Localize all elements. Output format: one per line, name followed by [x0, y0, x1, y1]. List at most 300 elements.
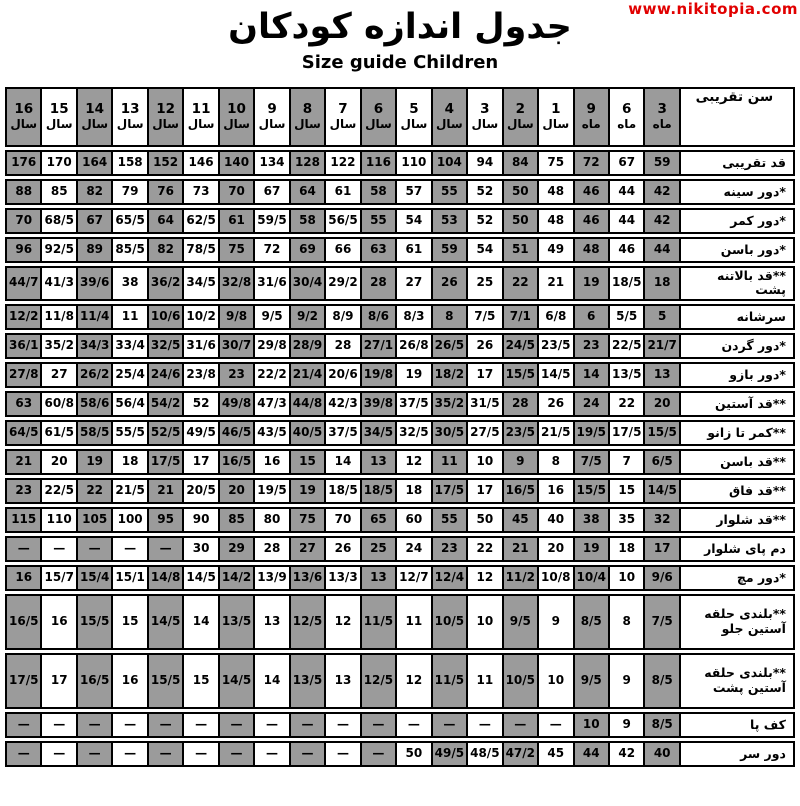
age-column-header [220, 87, 255, 147]
table-cell: 16/5 [78, 653, 113, 709]
table-cell: 26 [539, 391, 574, 417]
table-cell: 110 [397, 150, 432, 176]
age-unit: سال [116, 116, 144, 131]
age-column-header [433, 87, 468, 147]
table-cell: 9 [504, 449, 539, 475]
table-cell: 52 [184, 391, 219, 417]
table-cell: 78/5 [184, 237, 219, 263]
table-cell: — [362, 712, 397, 738]
table-cell: 14 [184, 594, 219, 650]
table-row [5, 362, 795, 388]
age-number: 4 [444, 101, 455, 118]
age-column-header [326, 87, 361, 147]
table-cell: 23/5 [504, 420, 539, 446]
table-cell: 25 [362, 536, 397, 562]
table-cell: 61/5 [42, 420, 77, 446]
table-cell: 14/5 [184, 565, 219, 591]
age-unit: سال [436, 116, 463, 131]
table-cell: 8/6 [362, 304, 397, 330]
table-cell: — [539, 712, 574, 738]
table-cell: 49 [539, 237, 574, 263]
table-cell: 115 [5, 507, 42, 533]
age-column-header [42, 87, 77, 147]
table-row [5, 741, 795, 767]
table-cell: 40 [539, 507, 574, 533]
table-row [5, 333, 795, 359]
table-cell: 24 [575, 391, 610, 417]
table-row [5, 179, 795, 205]
table-cell: 26 [433, 266, 468, 301]
table-cell: 16 [5, 565, 42, 591]
age-unit: سال [542, 116, 570, 131]
row-label: *دور سینه [681, 179, 795, 205]
age-number: 9 [586, 101, 596, 118]
table-cell: 54/2 [149, 391, 184, 417]
table-cell: 41/3 [42, 266, 77, 301]
table-cell: 38 [113, 266, 148, 301]
table-cell: 19 [575, 266, 610, 301]
age-column-header [113, 87, 148, 147]
table-cell: 90 [184, 507, 219, 533]
table-cell: 56/4 [113, 391, 148, 417]
table-row [5, 150, 795, 176]
page-title: جدول اندازه کودکان [228, 7, 572, 47]
table-cell: 52 [468, 179, 503, 205]
table-cell: 14/5 [149, 594, 184, 650]
age-unit: سال [10, 116, 38, 131]
table-cell: 39/6 [78, 266, 113, 301]
table-cell: 7 [610, 449, 645, 475]
table-cell: 27 [291, 536, 326, 562]
table-cell: 85 [42, 179, 77, 205]
table-cell: 32/8 [220, 266, 255, 301]
table-cell: 85 [220, 507, 255, 533]
table-cell: — [113, 712, 148, 738]
table-cell: 104 [433, 150, 468, 176]
age-number: 13 [120, 101, 140, 118]
age-unit: ماه [617, 116, 637, 131]
table-cell: 12 [468, 565, 503, 591]
table-cell: 45 [539, 741, 574, 767]
table-cell: 10/2 [184, 304, 219, 330]
table-cell: 18 [645, 266, 680, 301]
table-cell: 16 [539, 478, 574, 504]
table-cell: 37/5 [397, 391, 432, 417]
age-header-label: سن تقریبی [681, 87, 795, 147]
table-cell: 32/5 [397, 420, 432, 446]
table-cell: 9 [539, 594, 574, 650]
table-cell: 31/6 [255, 266, 290, 301]
row-label: **قد شلوار [681, 507, 795, 533]
age-unit: سال [294, 116, 321, 131]
table-cell: 25/4 [113, 362, 148, 388]
table-cell: 27/8 [5, 362, 42, 388]
row-label: **قد آستین [681, 391, 795, 417]
table-cell: 55 [433, 507, 468, 533]
age-column-header [610, 87, 645, 147]
table-cell: 20 [42, 449, 77, 475]
table-cell: 10 [468, 594, 503, 650]
table-cell: 27/1 [362, 333, 397, 359]
table-cell: 21/5 [113, 478, 148, 504]
table-cell: 34/5 [184, 266, 219, 301]
table-cell: 19/5 [575, 420, 610, 446]
table-cell: 14 [575, 362, 610, 388]
table-cell: 44 [610, 208, 645, 234]
table-cell: 8/5 [575, 594, 610, 650]
age-number: 12 [156, 101, 175, 118]
row-label: *دور گردن [681, 333, 795, 359]
table-cell: 14/2 [220, 565, 255, 591]
table-cell: 31/5 [468, 391, 503, 417]
table-cell: 49/8 [220, 391, 255, 417]
row-label: **قد باسن [681, 449, 795, 475]
watermark-url: www.nikitopia.com [628, 0, 798, 18]
table-cell: 13 [362, 565, 397, 591]
table-cell: 42/3 [326, 391, 361, 417]
table-cell: 12 [397, 449, 432, 475]
table-cell: 16 [113, 653, 148, 709]
table-cell: 10 [575, 712, 610, 738]
table-cell: 48 [539, 208, 574, 234]
page-subtitle: Size guide Children [301, 52, 499, 73]
table-cell: 12/5 [362, 653, 397, 709]
size-guide-table [5, 87, 795, 767]
table-cell: 30 [184, 536, 219, 562]
table-cell: 23 [220, 362, 255, 388]
table-cell: 18/5 [362, 478, 397, 504]
table-row [5, 420, 795, 446]
age-unit: سال [223, 116, 250, 131]
table-cell: 28 [255, 536, 290, 562]
table-cell: 46/5 [220, 420, 255, 446]
age-column-header [575, 87, 610, 147]
table-cell: 58/6 [78, 391, 113, 417]
table-cell: 68/5 [42, 208, 77, 234]
table-cell: 32 [645, 507, 680, 533]
table-cell: 19 [575, 536, 610, 562]
age-column-header [149, 87, 184, 147]
age-number: 7 [338, 101, 348, 118]
table-cell: 38 [575, 507, 610, 533]
age-unit: سال [471, 116, 499, 131]
age-unit: سال [152, 116, 179, 131]
table-cell: 82 [78, 179, 113, 205]
age-column-header [78, 87, 113, 147]
row-label: *دور باسن [681, 237, 795, 263]
table-cell: 28 [362, 266, 397, 301]
table-cell: 67 [78, 208, 113, 234]
age-number: 14 [85, 101, 105, 118]
age-number: 2 [515, 101, 525, 118]
table-cell: 24 [397, 536, 432, 562]
table-cell: 24/5 [504, 333, 539, 359]
table-cell: 61 [220, 208, 255, 234]
table-cell: 44 [645, 237, 680, 263]
row-label: **قد فاق [681, 478, 795, 504]
age-column-header [291, 87, 326, 147]
table-cell: 56/5 [326, 208, 361, 234]
table-cell: 55 [362, 208, 397, 234]
table-cell: 73 [184, 179, 219, 205]
table-cell: 17 [184, 449, 219, 475]
table-cell: 36/1 [5, 333, 42, 359]
table-cell: 29 [220, 536, 255, 562]
table-cell: 57 [397, 179, 432, 205]
row-label: **کمر تا زانو [681, 420, 795, 446]
table-cell: 11/5 [433, 653, 468, 709]
age-unit: سال [506, 116, 534, 131]
table-cell: 51 [504, 237, 539, 263]
table-cell: 7/5 [468, 304, 503, 330]
table-cell: 43/5 [255, 420, 290, 446]
table-cell: 17 [468, 478, 503, 504]
table-cell: 170 [42, 150, 77, 176]
table-cell: 44/8 [291, 391, 326, 417]
table-cell: 80 [255, 507, 290, 533]
table-cell: 94 [468, 150, 503, 176]
table-row [5, 304, 795, 330]
table-cell: 52 [468, 208, 503, 234]
age-unit: سال [187, 116, 215, 131]
table-cell: 9 [610, 653, 645, 709]
table-cell: 15/4 [78, 565, 113, 591]
table-cell: — [291, 741, 326, 767]
table-row [5, 653, 795, 709]
table-cell: — [78, 712, 113, 738]
table-cell: 59 [645, 150, 680, 176]
table-cell: 49/5 [433, 741, 468, 767]
table-cell: 17/5 [433, 478, 468, 504]
table-cell: — [42, 741, 77, 767]
age-number: 16 [14, 101, 34, 118]
age-unit: ماه [652, 116, 672, 131]
table-cell: 50 [468, 507, 503, 533]
table-cell: — [78, 741, 113, 767]
age-column-header [184, 87, 219, 147]
age-unit: سال [81, 116, 109, 131]
table-cell: 15 [291, 449, 326, 475]
table-cell: 67 [255, 179, 290, 205]
age-column-header [539, 87, 574, 147]
table-cell: 44 [575, 741, 610, 767]
table-cell: 58 [291, 208, 326, 234]
table-cell: 59/5 [255, 208, 290, 234]
table-cell: 40 [645, 741, 680, 767]
age-number: 11 [191, 101, 211, 118]
age-number: 3 [657, 101, 667, 118]
table-cell: — [255, 741, 290, 767]
table-cell: 52/5 [149, 420, 184, 446]
table-cell: 13/5 [291, 653, 326, 709]
table-cell: 9/8 [220, 304, 255, 330]
table-cell: 25 [468, 266, 503, 301]
table-cell: — [255, 712, 290, 738]
table-cell: — [504, 712, 539, 738]
table-cell: 48 [575, 237, 610, 263]
table-cell: 8/9 [326, 304, 361, 330]
table-cell: — [113, 536, 148, 562]
table-cell: 13 [362, 449, 397, 475]
table-cell: 22 [78, 478, 113, 504]
row-label: دم پای شلوار [681, 536, 795, 562]
table-cell: 33/4 [113, 333, 148, 359]
table-cell: — [362, 741, 397, 767]
table-cell: 70 [326, 507, 361, 533]
table-cell: 30/5 [433, 420, 468, 446]
table-cell: 12/7 [397, 565, 432, 591]
table-cell: 50 [397, 741, 432, 767]
table-cell: 11 [433, 449, 468, 475]
age-unit: ماه [581, 116, 601, 131]
table-row [5, 237, 795, 263]
table-cell: 11 [113, 304, 148, 330]
table-row [5, 391, 795, 417]
table-cell: 11 [397, 594, 432, 650]
table-cell: 23 [575, 333, 610, 359]
table-row [5, 594, 795, 650]
table-cell: 49/5 [184, 420, 219, 446]
age-column-header [645, 87, 680, 147]
table-cell: 64 [291, 179, 326, 205]
table-cell: 37/5 [326, 420, 361, 446]
table-cell: 70 [5, 208, 42, 234]
table-cell: 12/2 [5, 304, 42, 330]
table-cell: 16/5 [220, 449, 255, 475]
table-cell: 10/8 [539, 565, 574, 591]
table-cell: 62/5 [184, 208, 219, 234]
table-cell: 12/5 [291, 594, 326, 650]
table-cell: — [326, 741, 361, 767]
table-cell: 70 [220, 179, 255, 205]
table-cell: 42 [645, 179, 680, 205]
table-cell: — [220, 741, 255, 767]
age-number: 1 [551, 101, 561, 118]
table-cell: 55 [433, 179, 468, 205]
table-cell: 60 [397, 507, 432, 533]
table-cell: 28 [504, 391, 539, 417]
table-cell: 122 [326, 150, 361, 176]
table-cell: 48/5 [468, 741, 503, 767]
table-cell: 16 [255, 449, 290, 475]
table-cell: 19 [78, 449, 113, 475]
table-cell: 11/5 [362, 594, 397, 650]
table-cell: 22 [468, 536, 503, 562]
table-cell: 15/5 [504, 362, 539, 388]
table-cell: 16/5 [5, 594, 42, 650]
table-cell: 26 [326, 536, 361, 562]
table-cell: 64 [149, 208, 184, 234]
row-label: *دور مچ [681, 565, 795, 591]
table-cell: 10 [610, 565, 645, 591]
table-cell: 27/5 [468, 420, 503, 446]
table-cell: 22 [504, 266, 539, 301]
table-cell: — [326, 712, 361, 738]
table-cell: 6/5 [645, 449, 680, 475]
row-label: سرشانه [681, 304, 795, 330]
age-number: 10 [227, 101, 246, 118]
row-label: *دور کمر [681, 208, 795, 234]
table-cell: 14/5 [220, 653, 255, 709]
row-label: قد تقریبی [681, 150, 795, 176]
table-cell: 21 [149, 478, 184, 504]
table-cell: 20 [539, 536, 574, 562]
table-cell: 8/5 [645, 653, 680, 709]
table-cell: 10/5 [504, 653, 539, 709]
table-cell: 22 [610, 391, 645, 417]
table-cell: 134 [255, 150, 290, 176]
table-cell: 20/6 [326, 362, 361, 388]
table-cell: 14/5 [539, 362, 574, 388]
table-cell: 19 [397, 362, 432, 388]
age-unit: سال [258, 116, 286, 131]
age-column-header [255, 87, 290, 147]
table-cell: 12/4 [433, 565, 468, 591]
table-cell: — [5, 536, 42, 562]
table-row [5, 507, 795, 533]
table-cell: 15/5 [78, 594, 113, 650]
table-cell: 65/5 [113, 208, 148, 234]
table-cell: 10/4 [575, 565, 610, 591]
age-number: 6 [622, 101, 632, 118]
table-cell: 42 [610, 741, 645, 767]
table-cell: 105 [78, 507, 113, 533]
table-cell: 64/5 [5, 420, 42, 446]
table-cell: 65 [362, 507, 397, 533]
table-cell: 8/3 [397, 304, 432, 330]
table-cell: 26/8 [397, 333, 432, 359]
table-cell: 55/5 [113, 420, 148, 446]
table-cell: 54 [397, 208, 432, 234]
table-cell: 7/5 [575, 449, 610, 475]
table-cell: 23 [5, 478, 42, 504]
table-cell: 48 [539, 179, 574, 205]
table-cell: 40/5 [291, 420, 326, 446]
table-cell: 8 [539, 449, 574, 475]
age-header-row [5, 87, 795, 147]
row-label: **قد بالاتنه پشت [681, 266, 795, 301]
table-cell: — [397, 712, 432, 738]
table-cell: 53 [433, 208, 468, 234]
table-cell: 14/5 [645, 478, 680, 504]
table-cell: 8/5 [645, 712, 680, 738]
table-cell: 7/1 [504, 304, 539, 330]
row-label: دور سر [681, 741, 795, 767]
table-cell: 9/2 [291, 304, 326, 330]
table-cell: 46 [575, 179, 610, 205]
table-cell: 32/5 [149, 333, 184, 359]
table-cell: 14 [255, 653, 290, 709]
table-cell: 13 [255, 594, 290, 650]
table-cell: 89 [78, 237, 113, 263]
table-cell: — [468, 712, 503, 738]
table-cell: 176 [5, 150, 42, 176]
table-cell: 58 [362, 179, 397, 205]
table-cell: 23 [433, 536, 468, 562]
table-cell: 8 [610, 594, 645, 650]
table-cell: 44/7 [5, 266, 42, 301]
table-cell: 11/8 [42, 304, 77, 330]
table-cell: — [78, 536, 113, 562]
table-cell: 17 [468, 362, 503, 388]
table-cell: 72 [255, 237, 290, 263]
table-cell: 26 [468, 333, 503, 359]
table-cell: 61 [326, 179, 361, 205]
table-cell: 10/6 [149, 304, 184, 330]
table-cell: 47/3 [255, 391, 290, 417]
table-cell: 22/5 [42, 478, 77, 504]
table-cell: — [5, 712, 42, 738]
